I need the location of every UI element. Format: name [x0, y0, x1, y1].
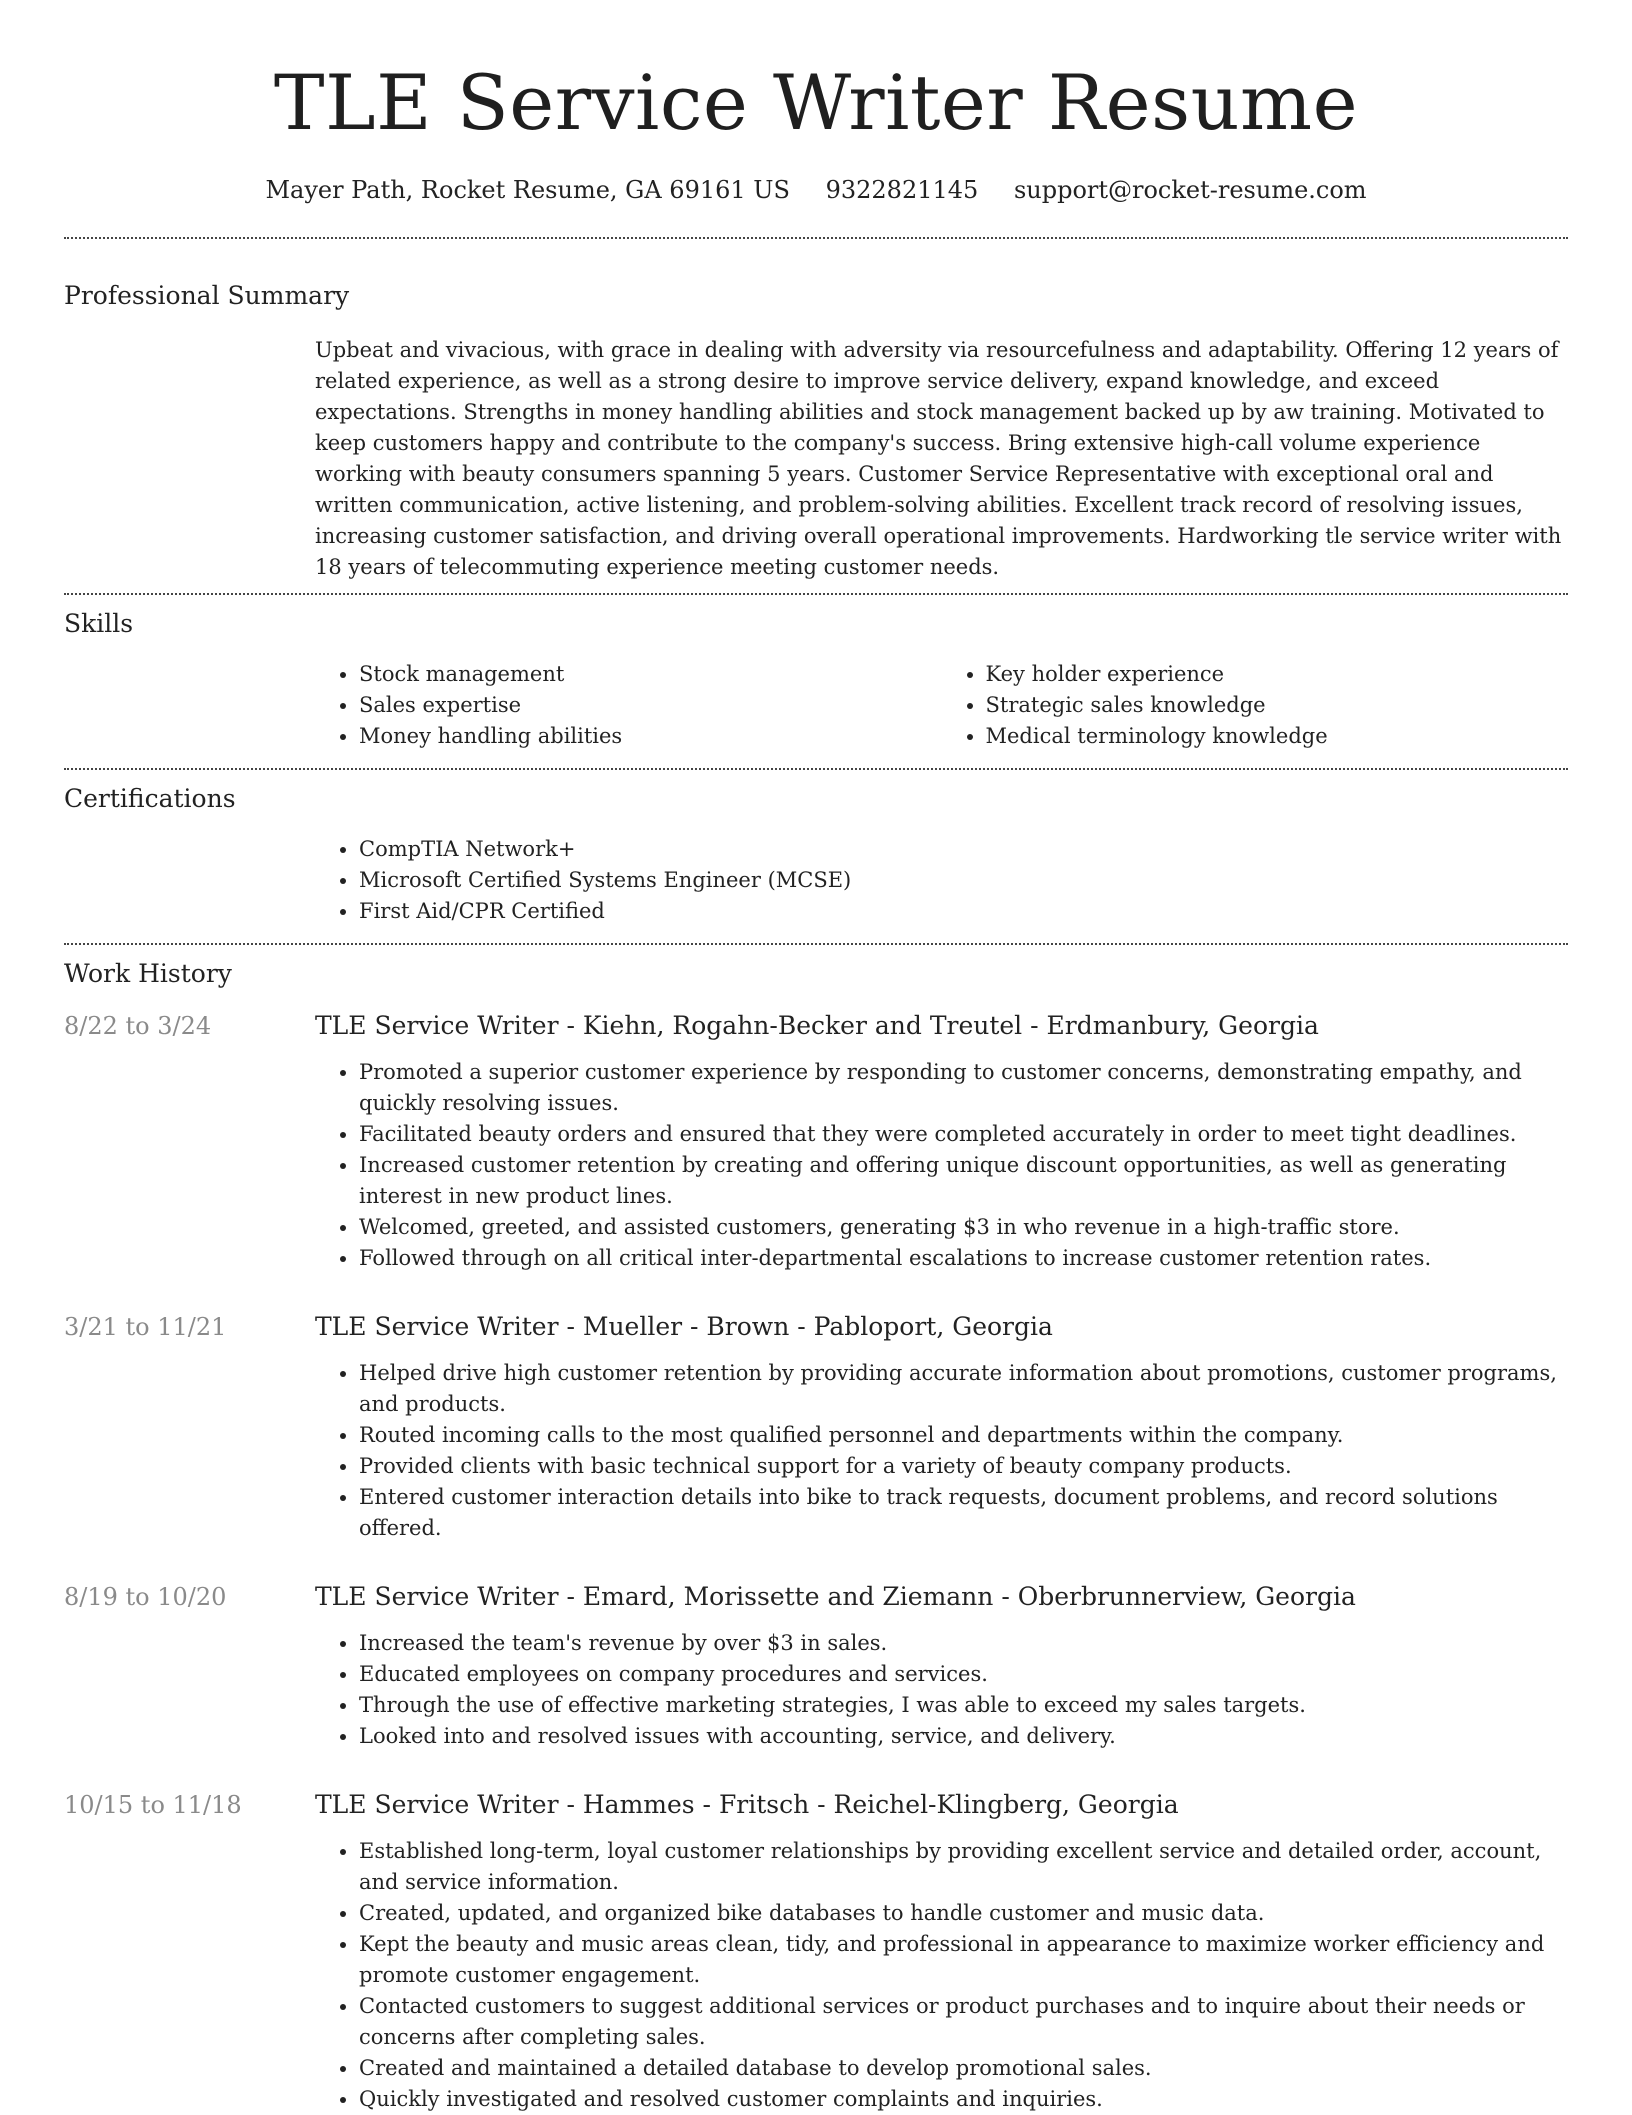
job-bullet: • Promoted a superior customer experience by responding to customer concerns, demonstrating empathy, and quickly resolving issues. — [359, 1057, 1568, 1119]
certifications-heading: Certifications — [64, 784, 236, 813]
job-date: 8/22 to 3/24 — [64, 1012, 212, 1040]
job-bullet: • Followed through on all critical inter-departmental escalations to increase customer retention rates. — [359, 1243, 1568, 1274]
summary-text: Upbeat and vivacious, with grace in dealing with adversity via resourcefulness and adaptability. Offering 12 years of related experience, as well as a strong desire to improve service delivery, expand knowledge, and exceed expectations. Strengths in money handling abilities and stock management backed up by aw training. Motivated to keep customers happy and contribute to the company's success. Bring extensive high-call volume experience working with beauty consumers spanning 5 years. Customer Service Representative with exceptional oral and written communication, active listening, and problem-solving abilities. Excellent track record of resolving issues, increasing customer satisfaction, and driving overall operational improvements. Hardworking tle service writer with 18 years of telecommuting experience meeting customer needs. — [315, 338, 1562, 579]
skills-section — [64, 607, 1568, 752]
job-bullet: • Kept the beauty and music areas clean, tidy, and professional in appearance to maximize worker efficiency and promote customer engagement. — [359, 1929, 1568, 1991]
skill-item: • Sales expertise — [359, 690, 942, 721]
skills-list-right — [942, 659, 1569, 752]
job-bullets — [315, 1057, 1568, 1274]
job-entry — [64, 1310, 1568, 1544]
resume-title: TLE Service Writer Resume — [273, 58, 1359, 147]
resume-page — [64, 0, 1568, 2115]
certifications-section — [64, 782, 1568, 927]
certification-item: • First Aid/CPR Certified — [359, 896, 1568, 927]
job-bullet: • Quickly investigated and resolved customer complaints and inquiries. — [359, 2084, 1568, 2115]
skill-item: • Medical terminology knowledge — [986, 721, 1569, 752]
section-divider — [64, 593, 1568, 595]
job-bullets — [315, 1836, 1568, 2115]
job-bullet: • Entered customer interaction details into bike to track requests, document problems, and record solutions offered. — [359, 1482, 1568, 1544]
skills-grid — [315, 659, 1568, 752]
job-bullet: • Routed incoming calls to the most qualified personnel and departments within the company. — [359, 1420, 1568, 1451]
certifications-list — [315, 834, 1568, 927]
contact-address: Mayer Path, Rocket Resume, GA 69161 US — [265, 176, 790, 204]
certification-item: • Microsoft Certified Systems Engineer (MCSE) — [359, 865, 1568, 896]
work-history-heading: Work History — [64, 959, 232, 988]
skills-heading: Skills — [64, 609, 134, 638]
job-bullet: • Increased the team's revenue by over $3 in sales. — [359, 1628, 1568, 1659]
job-title: TLE Service Writer - Kiehn, Rogahn-Becker and Treutel - Erdmanbury, Georgia — [315, 1011, 1319, 1040]
job-bullet: • Created, updated, and organized bike databases to handle customer and music data. — [359, 1898, 1568, 1929]
job-bullet: • Through the use of effective marketing strategies, I was able to exceed my sales targets. — [359, 1690, 1568, 1721]
contact-line — [64, 173, 1568, 207]
job-date: 3/21 to 11/21 — [64, 1313, 227, 1341]
skills-list-left — [315, 659, 942, 752]
section-divider — [64, 943, 1568, 945]
section-divider — [64, 768, 1568, 770]
job-entry — [64, 1009, 1568, 1274]
section-divider — [64, 237, 1568, 239]
job-bullet: • Welcomed, greeted, and assisted customers, generating $3 in who revenue in a high-traffic store. — [359, 1212, 1568, 1243]
job-bullet: • Educated employees on company procedures and services. — [359, 1659, 1568, 1690]
skill-item: • Stock management — [359, 659, 942, 690]
job-title: TLE Service Writer - Emard, Morissette and Ziemann - Oberbrunnerview, Georgia — [315, 1582, 1356, 1611]
job-title: TLE Service Writer - Mueller - Brown - Pabloport, Georgia — [315, 1312, 1053, 1341]
job-date: 8/19 to 10/20 — [64, 1583, 227, 1611]
job-bullet: • Provided clients with basic technical support for a variety of beauty company products. — [359, 1451, 1568, 1482]
job-entry — [64, 1788, 1568, 2115]
job-entry — [64, 1580, 1568, 1752]
skill-item: • Strategic sales knowledge — [986, 690, 1569, 721]
job-bullets — [315, 1628, 1568, 1752]
job-bullets — [315, 1358, 1568, 1544]
summary-section — [64, 279, 1568, 583]
summary-heading: Professional Summary — [64, 281, 350, 310]
contact-phone: 9322821145 — [825, 176, 979, 204]
job-bullet: • Looked into and resolved issues with accounting, service, and delivery. — [359, 1721, 1568, 1752]
job-bullet: • Increased customer retention by creating and offering unique discount opportunities, as well as generating interest in new product lines. — [359, 1150, 1568, 1212]
job-bullet: • Created and maintained a detailed database to develop promotional sales. — [359, 2053, 1568, 2084]
job-bullet: • Facilitated beauty orders and ensured that they were completed accurately in order to meet tight deadlines. — [359, 1119, 1568, 1150]
job-date: 10/15 to 11/18 — [64, 1791, 242, 1819]
certification-item: • CompTIA Network+ — [359, 834, 1568, 865]
skill-item: • Key holder experience — [986, 659, 1569, 690]
job-bullet: • Established long-term, loyal customer relationships by providing excellent service and detailed order, account, and service information. — [359, 1836, 1568, 1898]
contact-email: support@rocket-resume.com — [1013, 176, 1367, 204]
job-bullet: • Helped drive high customer retention by providing accurate information about promotions, customer programs, and products. — [359, 1358, 1568, 1420]
job-title: TLE Service Writer - Hammes - Fritsch - Reichel-Klingberg, Georgia — [315, 1790, 1179, 1819]
work-history-section — [64, 957, 1568, 2115]
skill-item: • Money handling abilities — [359, 721, 942, 752]
job-bullet: • Contacted customers to suggest additional services or product purchases and to inquire about their needs or concerns after completing sales. — [359, 1991, 1568, 2053]
